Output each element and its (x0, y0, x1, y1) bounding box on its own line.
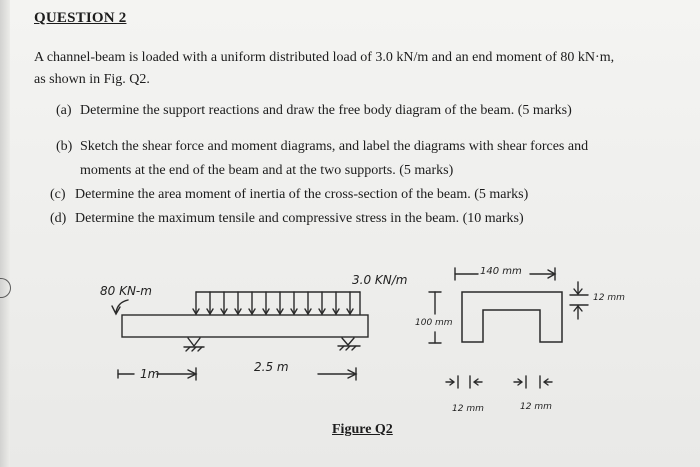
end-moment-arrow (112, 300, 128, 314)
part-d-label: (d) (50, 211, 67, 226)
web-thickness-right-label: 12 mm (520, 402, 552, 412)
overhang-length-label: 1m (140, 367, 160, 381)
left-support (184, 338, 204, 351)
udl-arrows (193, 292, 360, 314)
part-b-text: Sketch the shear force and moment diagrams, and label the diagrams with shear forces and (80, 139, 589, 154)
channel-section (462, 292, 562, 342)
main-span-label: 2.5 m (254, 360, 289, 374)
beam (122, 315, 368, 337)
dimension-main-span (318, 368, 356, 380)
figure-caption: Figure Q2 (332, 422, 393, 437)
dimension-flange-thickness (570, 282, 588, 319)
section-width-label: 140 mm (480, 266, 522, 277)
question-title: QUESTION 2 (34, 10, 127, 26)
part-a-label: (a) (56, 103, 72, 118)
part-b-label: (b) (56, 139, 73, 154)
dimension-web-left (446, 376, 482, 388)
part-a-text: Determine the support reactions and draw the free body diagram of the beam. (5 marks) (80, 103, 572, 118)
part-b-text-continued: moments at the end of the beam and at the two supports. (5 marks) (80, 163, 454, 178)
dimension-web-right (514, 376, 552, 388)
udl-label: 3.0 KN/m (352, 273, 408, 287)
flange-thickness-label: 12 mm (593, 293, 625, 303)
question-intro-line-1: A channel-beam is loaded with a uniform distributed load of 3.0 kN/m and an end moment of 80 kN·m, (34, 50, 615, 65)
part-d-text: Determine the maximum tensile and compressive stress in the beam. (10 marks) (75, 211, 524, 226)
part-c-label: (c) (50, 187, 66, 202)
web-thickness-left-label: 12 mm (452, 404, 484, 414)
part-c-text: Determine the area moment of inertia of the cross-section of the beam. (5 marks) (75, 187, 529, 202)
section-height-label: 100 mm (415, 318, 453, 328)
right-support (338, 338, 360, 350)
end-moment-label: 80 KN-m (100, 284, 152, 298)
question-intro-line-2: as shown in Fig. Q2. (34, 72, 150, 87)
